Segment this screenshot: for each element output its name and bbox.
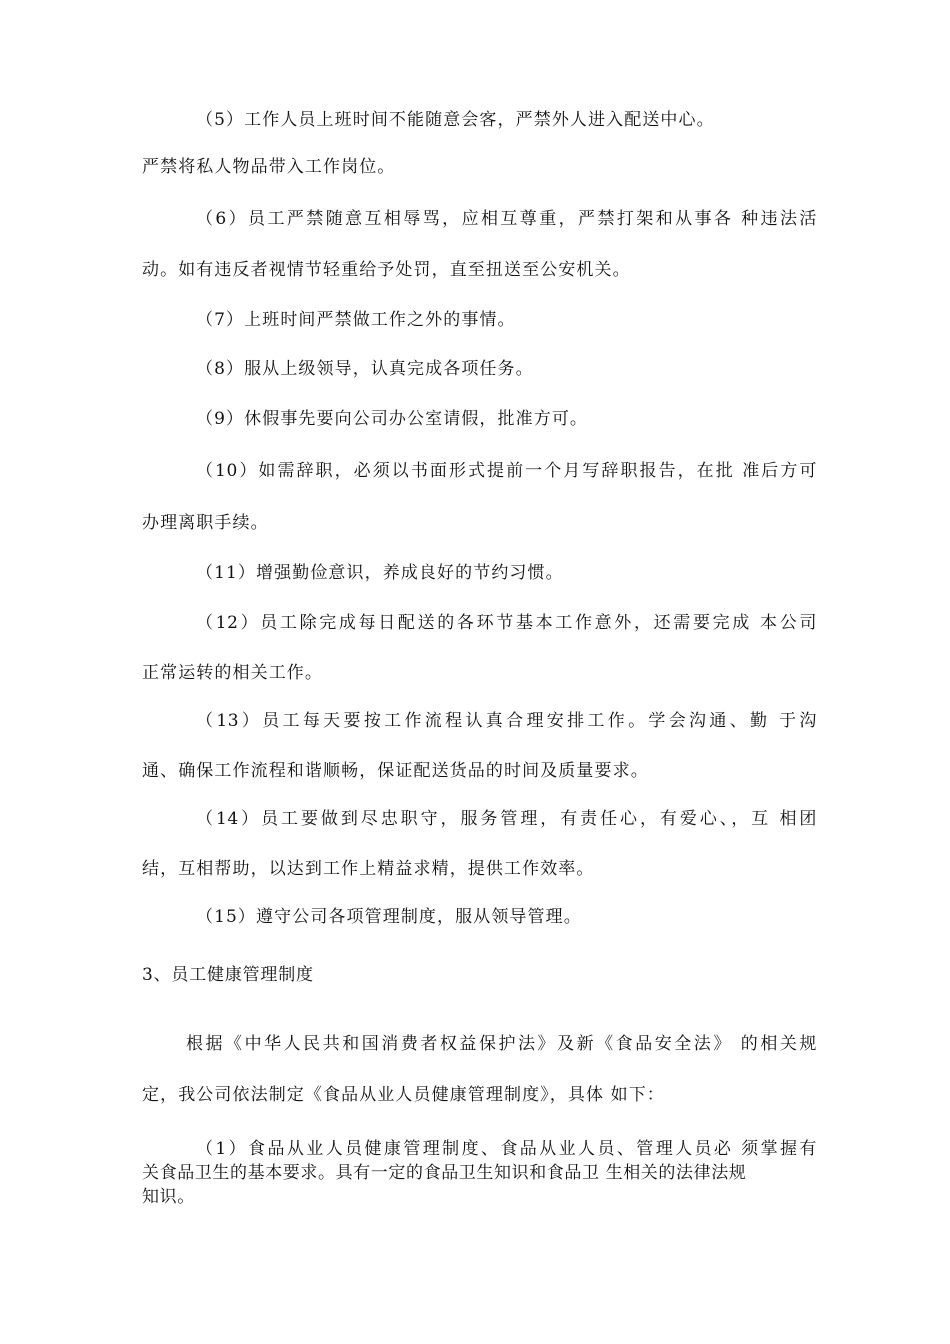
rule-14-line-2: 结，互相帮助，以达到工作上精益求精，提供工作效率。	[142, 859, 595, 879]
health-rule-1-line-1: （1）食品从业人员健康管理制度、食品从业人员、管理人员必 须掌握有	[196, 1139, 817, 1159]
rule-6-line-1: （6）员工严禁随意互相辱骂，应相互尊重，严禁打架和从事各 种违法活	[196, 209, 817, 229]
rule-10-line-1: （10）如需辞职，必须以书面形式提前一个月写辞职报告，在批 准后方可	[196, 461, 817, 481]
rule-8: （8）服从上级领导，认真完成各项任务。	[196, 359, 534, 379]
intro-line-2: 定，我公司依法制定《食品从业人员健康管理制度》，具体 如下：	[142, 1085, 665, 1105]
intro-line-1: 根据《中华人民共和国消费者权益保护法》及新《食品安全法》 的相关规	[186, 1034, 817, 1054]
rule-12-line-1: （12）员工除完成每日配送的各环节基本工作意外，还需要完成 本公司	[196, 613, 817, 633]
rule-9: （9）休假事先要向公司办公室请假，批准方可。	[196, 409, 589, 429]
rule-5-line-1: （5）工作人员上班时间不能随意会客，严禁外人进入配送中心。	[196, 110, 715, 130]
rule-15: （15）遵守公司各项管理制度，服从领导管理。	[196, 907, 582, 927]
rule-7: （7）上班时间严禁做工作之外的事情。	[196, 310, 516, 330]
section-heading: 3、员工健康管理制度	[142, 965, 314, 985]
rule-14-line-1: （14）员工要做到尽忠职守，服务管理，有责任心，有爱心、，互 相团	[196, 809, 817, 829]
rule-13-line-2: 通、确保工作流程和谐顺畅，保证配送货品的时间及质量要求。	[142, 761, 649, 781]
rule-10-line-2: 办理离职手续。	[142, 513, 269, 533]
rule-12-line-2: 正常运转的相关工作。	[142, 663, 323, 683]
rule-13-line-1: （13）员工每天要按工作流程认真合理安排工作。学会沟通、勤 于沟	[196, 711, 817, 731]
rule-6-line-2: 动。如有违反者视情节轻重给予处罚，直至扭送至公安机关。	[142, 260, 631, 280]
rule-5-line-2: 严禁将私人物品带入工作岗位。	[142, 157, 396, 177]
rule-11: （11）增强勤俭意识，养成良好的节约习惯。	[196, 563, 564, 583]
health-rule-1-line-3: 知识。	[142, 1187, 195, 1207]
health-rule-1-line-2: 关食品卫生的基本要求。具有一定的食品卫生知识和食品卫 生相关的法律法规	[142, 1163, 747, 1183]
